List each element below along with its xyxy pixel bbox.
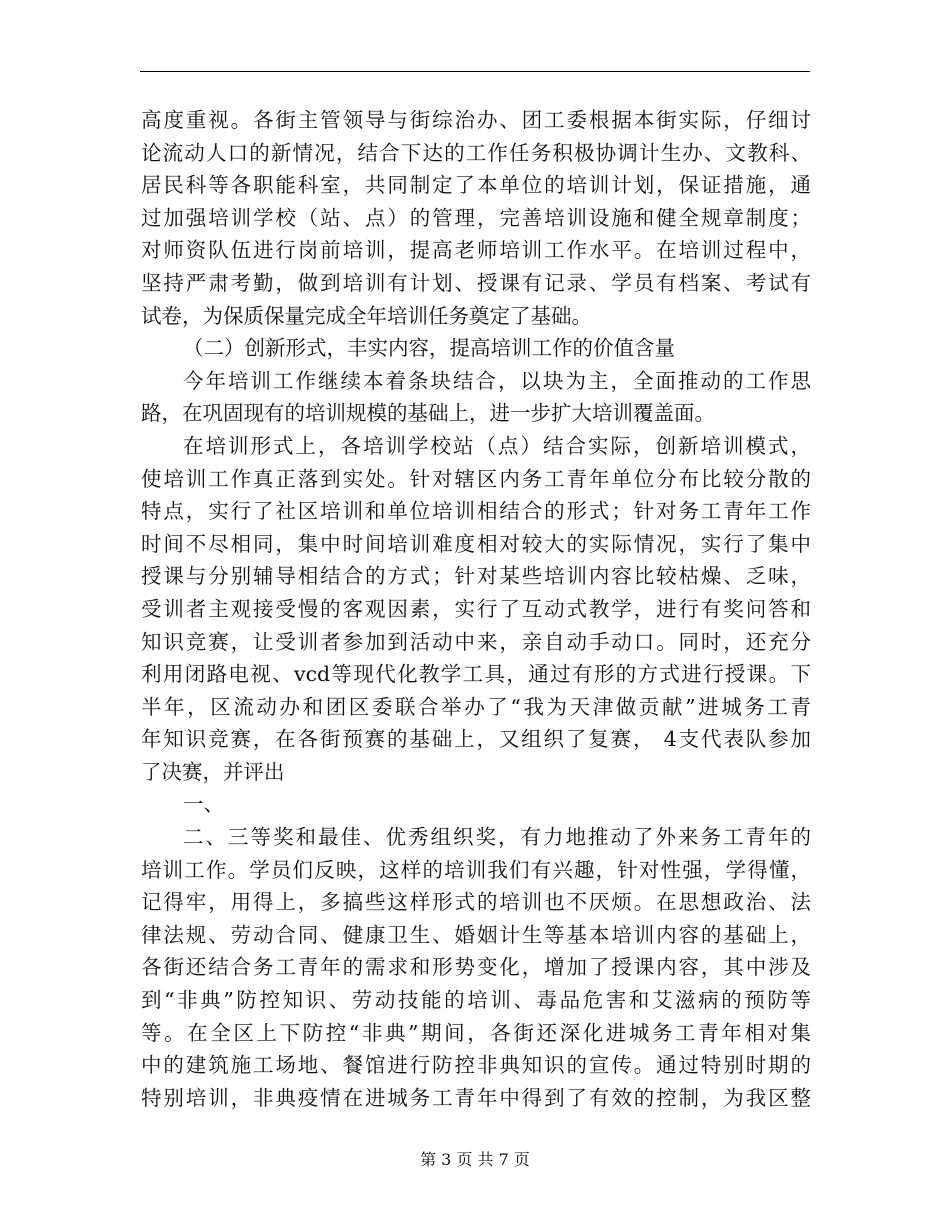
page-footer: [0, 1150, 950, 1170]
body-text: [141, 104, 811, 1114]
text-line: 特别培训，非典疫情在进城务工青年中得到了有效的控制，为我区整: [141, 1085, 811, 1110]
text-line: 受训者主观接受慢的客观因素，实行了互动式教学，进行有奖问答和: [141, 596, 811, 621]
text-line: 各街还结合务工青年的需求和形势变化，增加了授课内容，其中涉及: [141, 955, 811, 980]
text-line: 利用闭路电视、vcd等现代化教学工具，通过有形的方式进行授课。下: [141, 662, 811, 687]
text-line: 了决赛，并评出: [141, 759, 285, 784]
text-line: 律法规、劳动合同、健康卫生、婚姻计生等基本培训内容的基础上，: [141, 922, 811, 947]
text-line: 过加强培训学校（站、点）的管理，完善培训设施和健全规章制度；: [141, 205, 811, 230]
text-line: 培训工作。学员们反映，这样的培训我们有兴趣，针对性强，学得懂，: [141, 857, 811, 882]
text-line: 年知识竞赛，在各街预赛的基础上，又组织了复赛， 4支代表队参加: [141, 727, 811, 752]
text-line: 半年，区流动办和团区委联合举办了“我为天津做贡献”进城务工青: [141, 694, 811, 719]
text-line: 一、: [183, 792, 224, 817]
text-line: 高度重视。各街主管领导与街综治办、团工委根据本街实际，仔细讨: [141, 108, 811, 132]
text-line: 特点，实行了社区培训和单位培训相结合的形式；针对务工青年工作: [141, 499, 811, 524]
text-line: 路，在巩固现有的培训规模的基础上，进一步扩大培训覆盖面。: [141, 401, 715, 426]
text-line: 到“非典”防控知识、劳动技能的培训、毒品危害和艾滋病的预防等: [141, 988, 811, 1013]
header-rule: [140, 71, 810, 72]
text-line: 居民科等各职能科室，共同制定了本单位的培训计划，保证措施，通: [141, 173, 811, 198]
text-line: 今年培训工作继续本着条块结合，以块为主，全面推动的工作思: [183, 368, 811, 393]
text-line: 使培训工作真正落到实处。针对辖区内务工青年单位分布比较分散的: [141, 466, 811, 491]
text-line: 知识竞赛，让受训者参加到活动中来，亲自动手动口。同时，还充分: [141, 629, 811, 654]
text-line: 中的建筑施工场地、餐馆进行防控非典知识的宣传。通过特别时期的: [141, 1053, 811, 1078]
text-line: 记得牢，用得上，多搞些这样形式的培训也不厌烦。在思想政治、法: [141, 890, 811, 915]
text-line: 对师资队伍进行岗前培训，提高老师培训工作水平。在培训过程中，: [141, 238, 811, 263]
text-line: 论流动人口的新情况，结合下达的工作任务积极协调计生办、文教科、: [141, 140, 811, 165]
text-line: 时间不尽相同，集中时间培训难度相对较大的实际情况，实行了集中: [141, 531, 811, 556]
text-line: 等。在全区上下防控“非典”期间，各街还深化进城务工青年相对集: [141, 1020, 811, 1045]
section-heading: （二）创新形式，丰实内容，提高培训工作的价值含量: [183, 336, 675, 361]
text-line: 在培训形式上，各培训学校站（点）结合实际，创新培训模式，: [183, 433, 811, 458]
text-line: 坚持严肃考勤，做到培训有计划、授课有记录、学员有档案、考试有: [141, 270, 811, 295]
page-number-label: 第 3 页 共 7 页: [420, 1150, 530, 1169]
text-line: 二、三等奖和最佳、优秀组织奖，有力地推动了外来务工青年的: [183, 825, 811, 850]
text-line: 授课与分别辅导相结合的方式；针对某些培训内容比较枯燥、乏味，: [141, 564, 811, 589]
text-line: 试卷，为保质保量完成全年培训任务奠定了基础。: [141, 303, 592, 328]
